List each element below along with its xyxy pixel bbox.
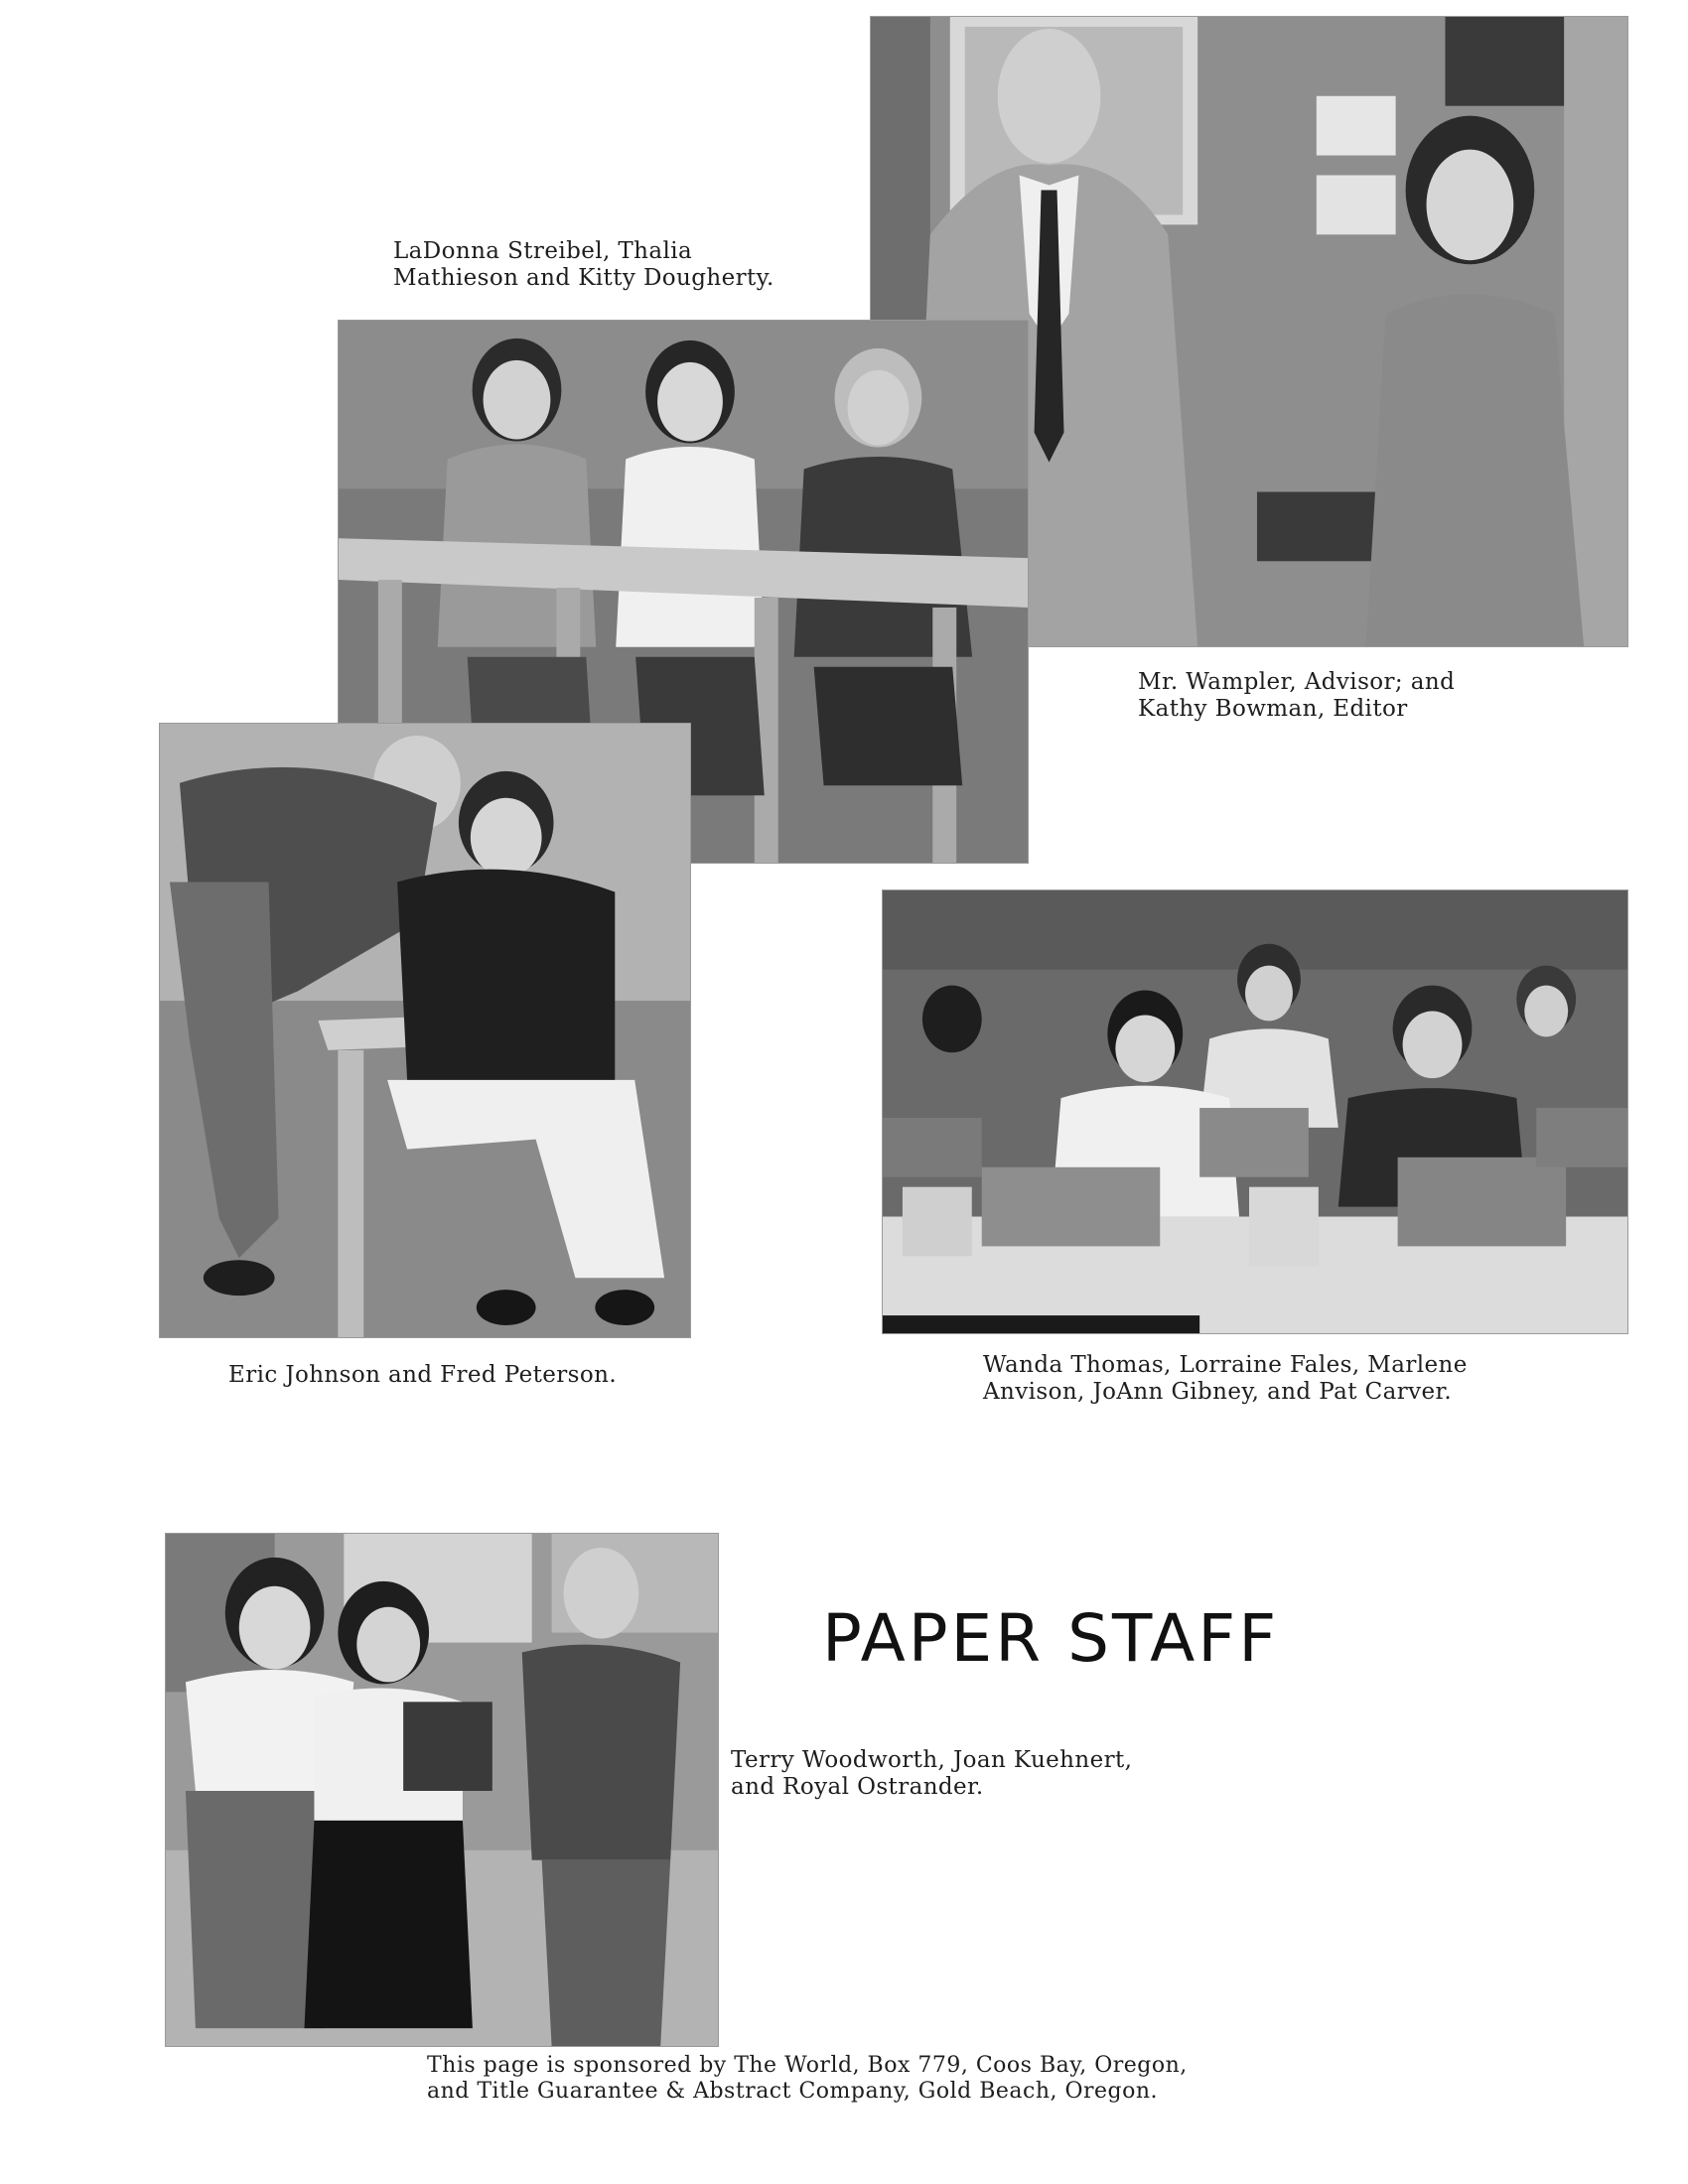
sponsor-line: and Title Guarantee & Abstract Company, Gold Beach, Oregon. [427,2079,1159,2104]
photo-typing-class [882,889,1628,1334]
photo-three-students [165,1533,719,2047]
caption-line: Wanda Thomas, Lorraine Fales, Marlene [983,1352,1468,1378]
caption-desk-trio [393,238,774,292]
caption-line: Terry Woodworth, Joan Kuehnert, [731,1747,1133,1773]
sponsor-line: This page is sponsored by The World, Box 779, Coos Bay, Oregon, [427,2053,1188,2078]
sponsor-note [427,2053,1188,2105]
caption-line: Anvison, JoAnn Gibney, and Pat Carver. [983,1379,1453,1405]
photo-two-boys [159,723,691,1338]
caption-two-boys [228,1362,617,1389]
caption-advisor-editor [1138,669,1455,723]
caption-three-students [731,1747,1132,1801]
caption-line: Mathieson and Kitty Dougherty. [393,265,774,291]
caption-line: Eric Johnson and Fred Peterson. [228,1362,618,1388]
caption-line: and Royal Ostrander. [731,1774,984,1800]
caption-line: Kathy Bowman, Editor [1138,696,1408,722]
page-title: PAPER STAFF [822,1600,1280,1677]
caption-line: Mr. Wampler, Advisor; and [1138,669,1456,695]
caption-line: LaDonna Streibel, Thalia [393,238,693,264]
caption-typing-class [983,1352,1468,1406]
